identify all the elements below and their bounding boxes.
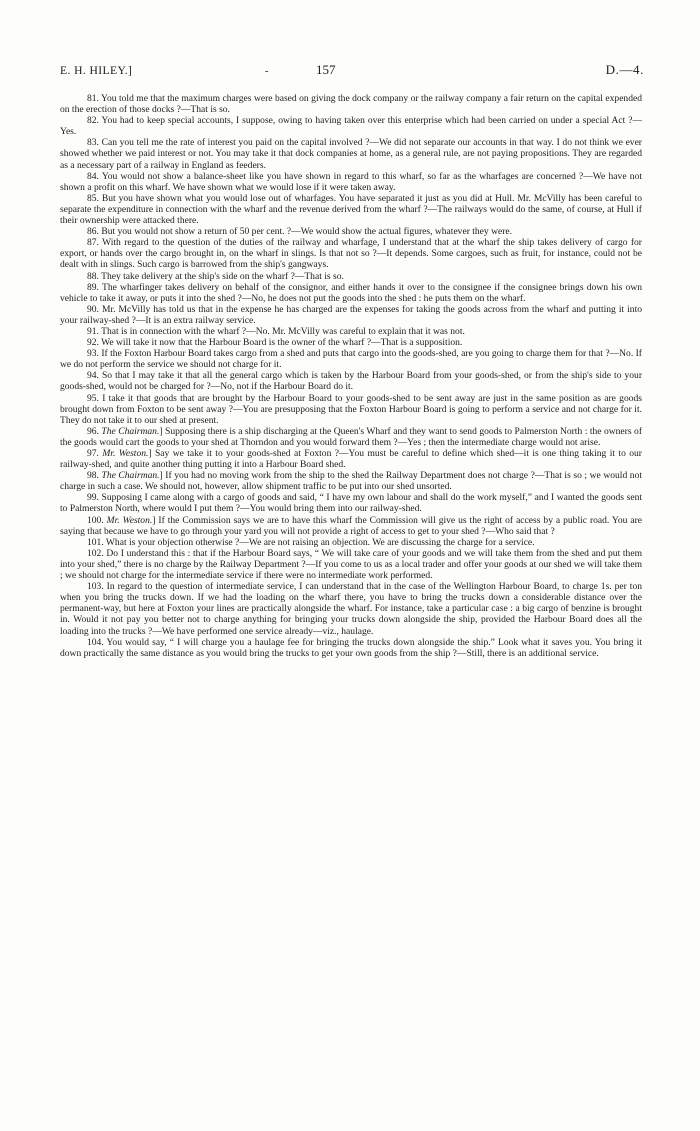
testimony-paragraph: 102. Do I understand this : that if the Harbour Board says, “ We will take care of your goods and we will take them from the shed and put them into your shed,” there is no charge by the Railway Department ?—If you come to us as a local trader and offer your goods at our shed we will take them ; we should not charge for the intermediate service if there were no intermediate work performed.	[60, 547, 642, 582]
paragraph-text: ] If you had no moving work from the ship to the shed the Railway Department does not charge ?—That is so ; we would not charge in such a case. We should not, however, allow shipment traffic to be put into our shed unsorted.	[60, 470, 642, 493]
page-number: 157	[316, 62, 336, 77]
testimony-paragraph: 88. They take delivery at the ship's side on the wharf ?—That is so.	[87, 270, 344, 282]
testimony-paragraph: 92. We will take it now that the Harbour Board is the owner of the wharf ?—That is a supposition.	[87, 337, 463, 349]
testimony-paragraph: 86. But you would not show a return of 50 per cent. ?—We would show the actual figures, whatever they were.	[87, 226, 513, 238]
speaker-name: The Chairman.	[101, 470, 160, 482]
testimony-paragraph: 85. But you have shown what you would lose out of wharfages. You have separated it just as you did at Hull. Mr. McVilly has been careful to separate the expenditure in connection with the wharf and the revenue derived from the wharf ?—The railways would do the same, of course, at Hull if their ownership were attacked there.	[60, 192, 642, 227]
paragraph-number: 98.	[87, 470, 102, 482]
testimony-paragraph	[60, 448, 642, 470]
testimony-paragraph: 103. In regard to the question of intermediate service, I can understand that in the case of the Wellington Harbour Board, to charge 1s. per ton when you bring the trucks down. If we had the loading on the wharf there, you have to bring the trucks down a considerable distance over the permanent-way, but here at Foxton your lines are practically alongside the wharf. For instance, take a particular case : a big cargo of benzine is brought in. Would it not pay you better not to charge anything for bringing your trucks down alongside the ship, provided the Harbour Board does all the loading into the trucks ?—We have performed one service already—viz., haulage.	[60, 581, 642, 637]
header-author: E. H. HILEY.]	[60, 64, 133, 77]
testimony-paragraph: 89. The wharfinger takes delivery on behalf of the consignor, and either hands it over to the consignee if the consignee brings down his own vehicle to take it away, or puts it into the shed ?—No, he does not put the goods into the shed : he puts them on the wharf.	[60, 281, 642, 304]
paragraph-number: 96.	[87, 425, 102, 437]
paragraph-number: 97.	[87, 448, 103, 459]
running-header	[60, 64, 644, 82]
testimony-paragraph: 84. You would not show a balance-sheet like you have shown in regard to this wharf, so far as the wharfages are concerned ?—We have not shown a profit on this wharf. We have shown what we would lose if it were taken away.	[60, 170, 642, 193]
testimony-paragraph	[60, 426, 642, 448]
testimony-paragraph: 81. You told me that the maximum charges were based on giving the dock company or the railway company a fair return on the capital expended on the erection of those docks ?—That is so.	[60, 93, 642, 116]
testimony-paragraph: 90. Mr. McVilly has told us that in the expense he has charged are the expenses for taking the goods across from the wharf and putting it into your railway-shed ?—It is an extra railway service.	[60, 303, 642, 326]
speaker-name: Mr. Weston.	[102, 448, 149, 459]
section-code: D.—4.	[605, 62, 644, 77]
testimony-paragraph: 101. What is your objection otherwise ?—We are not raising an objection. We are discussing the charge for a service.	[87, 536, 535, 548]
testimony-paragraph	[60, 470, 642, 492]
testimony-paragraph: 104. You would say, “ I will charge you a haulage fee for bringing the trucks down alongside the ship.” Look what it saves you. You bring it down practically the same distance as you would bring the trucks to get your own goods from the ship ?—Still, there is an additional service.	[60, 636, 642, 659]
testimony-paragraph: 83. Can you tell me the rate of interest you paid on the capital involved ?—We did not separate our accounts in that way. I do not think we ever showed whether we paid interest or not. You may take it that dock companies at home, as a general rule, are not paying propositions. They are regarded as a necessary part of a railway in England as feeders.	[60, 137, 642, 171]
testimony-paragraph: 93. If the Foxton Harbour Board takes cargo from a shed and puts that cargo into the goods-shed, are you going to charge them for that ?—No. If we do not perform the service we should not charge for it.	[60, 348, 642, 371]
testimony-paragraph: 95. I take it that goods that are brought by the Harbour Board to your goods-shed to be sent away are just in the same position as are goods brought down from Foxton to be sent away ?—You are presupposing that the Foxton Harbour Board is going to perform a service and not charge for it. They do not take it to our shed at present.	[60, 392, 642, 426]
testimony-paragraph: 82. You had to keep special accounts, I suppose, owing to having taken over this enterprise which had been carried on under a special Act ?—Yes.	[60, 115, 642, 138]
paragraph-number: 100.	[87, 514, 107, 526]
speaker-name: The Chairman.	[101, 425, 160, 437]
testimony-paragraph	[60, 515, 642, 537]
testimony-paragraph: 91. That is in connection with the wharf ?—No. Mr. McVilly was careful to explain that it was not.	[87, 325, 465, 337]
testimony-paragraph: 94. So that I may take it that all the general cargo which is taken by the Harbour Board from your goods-shed, or from the ship's side to your goods-shed, would not be charged for ?—No, not if the Harbour Board do it.	[60, 370, 642, 393]
document-body	[60, 93, 642, 659]
paragraph-text: ] If the Commission says we are to have this wharf the Commission will give us the right of access by a public road. You are saying that because we have to go through your yard you will not provide a right of access to get to your shed ?—Who said that ?	[60, 514, 643, 537]
testimony-paragraph: 99. Supposing I came along with a cargo of goods and said, “ I have my own labour and shall do the work myself,” and I wanted the goods sent to Palmerston North, where would I put them ?—You would bring them into our railway-shed.	[60, 492, 642, 515]
speaker-name: Mr. Weston.	[106, 514, 153, 526]
paragraph-text: ] Say we take it to your goods-shed at Foxton ?—You must be careful to define which shed—it is one thing taking it to our railway-shed, and quite another thing putting it into a Harbour Board shed.	[60, 448, 642, 471]
testimony-paragraph: 87. With regard to the question of the duties of the railway and wharfage, I understand that at the wharf the ship takes delivery of cargo for export, or hands over the cargo brought in, on the wharf in slings. Is that not so ?—It depends. Some cargoes, such as fruit, for instance, could not be dealt with in slings. Such cargo is barrowed from the ship's gangways.	[60, 237, 642, 271]
header-mark: -	[265, 66, 269, 77]
paragraph-text: ] Supposing there is a ship discharging at the Queen's Wharf and they want to send goods to Palmerston North : the owners of the goods would cart the goods to your shed at Thorndon and you would forward them ?—Yes ; then the intermediate charge would not arise.	[60, 425, 642, 448]
